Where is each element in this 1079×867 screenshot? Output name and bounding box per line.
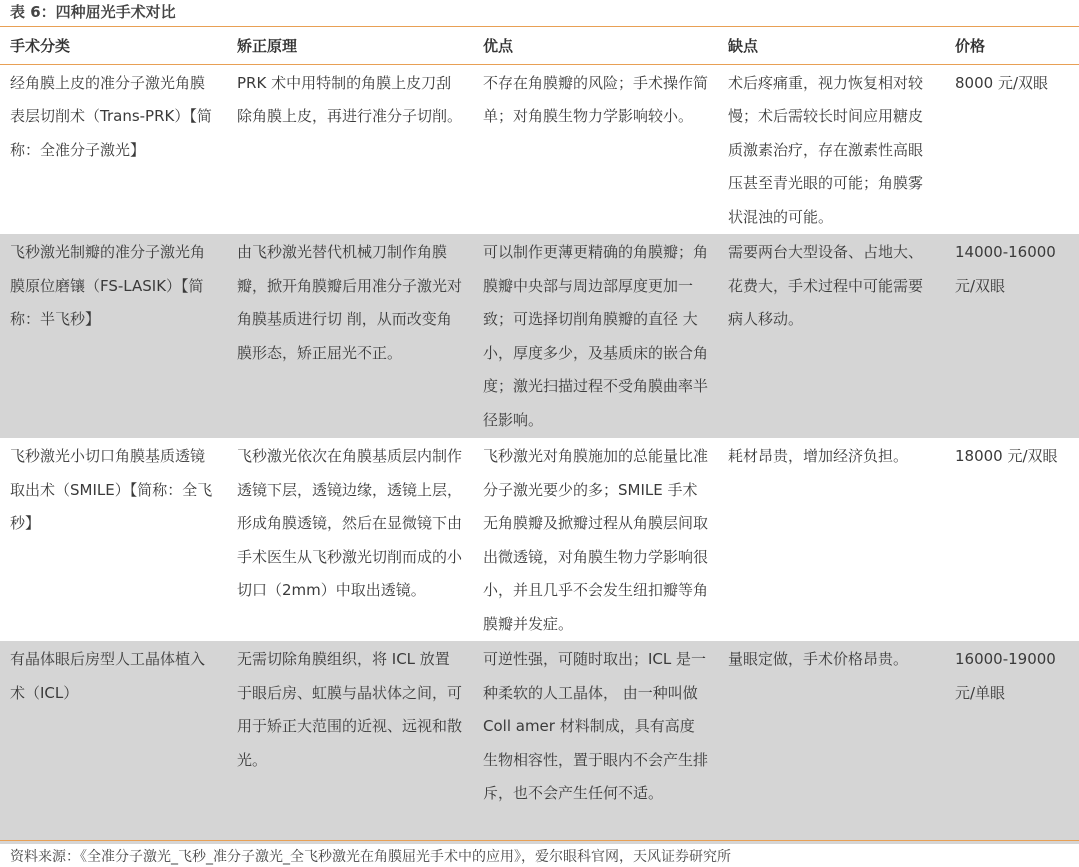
- cell-category: 经角膜上皮的准分子激光角膜表层切削术（Trans-PRK）【简称：全准分子激光】: [10, 73, 212, 159]
- cell-principle: PRK 术中用特制的角膜上皮刀刮除角膜上皮，再进行准分子切削。: [237, 73, 463, 125]
- cell-price: 14000-16000 元/双眼: [945, 234, 1079, 438]
- table-row: [0, 64, 1079, 234]
- cell-disadvantages: 术后疼痛重，视力恢复相对较慢；术后需较长时间应用糖皮质激素治疗，存在激素性高眼压甚至青光眼的可能；角膜雾状混浊的可能。: [728, 73, 924, 226]
- source-note: 资料来源：《全准分子激光_飞秒_准分子激光_全飞秒激光在角膜屈光手术中的应用》，爱尔眼科官网，天风证券研究所: [10, 849, 731, 865]
- header-advantages: 优点: [473, 28, 718, 64]
- comparison-table: [0, 28, 1079, 844]
- cell-advantages: 可以制作更薄更精确的角膜瓣；角膜瓣中央部与周边部厚度更加一致；可选择切削角膜瓣的直径 大小，厚度多少，及基质床的嵌合角度；激光扫描过程不受角膜曲率半径影响。: [473, 234, 718, 438]
- table-row: [0, 438, 1079, 641]
- cell-category: 飞秒激光小切口角膜基质透镜取出术（SMILE）【简称：全飞秒】: [10, 447, 213, 532]
- table-title: 表 6：四种屈光手术对比: [0, 0, 1079, 27]
- cell-principle: 由飞秒激光替代机械刀制作角膜瓣，掀开角膜瓣后用准分子激光对角膜基质进行切 削，从而改变角膜形态，矫正屈光不正。: [227, 234, 473, 438]
- table-row: [0, 234, 1079, 438]
- cell-category: 有晶体眼后房型人工晶体植入术（ICL）: [0, 641, 227, 844]
- cell-advantages: 飞秒激光对角膜施加的总能量比准分子激光要少的多；SMILE 手术无角膜瓣及掀瓣过程从角膜层间取出微透镜，对角膜生物力学影响很小，并且几乎不会发生纽扣瓣等角膜瓣并发症。: [483, 447, 709, 633]
- cell-price: 16000-19000 元/单眼: [945, 641, 1079, 844]
- table-row: [0, 641, 1079, 844]
- cell-price: 8000 元/双眼: [955, 73, 1048, 92]
- cell-advantages: 不存在角膜瓣的风险；手术操作简单；对角膜生物力学影响较小。: [483, 73, 709, 125]
- table-bottom-rule: [0, 840, 1079, 841]
- cell-disadvantages: 需要两台大型设备、占地大、花费大，手术过程中可能需要病人移动。: [718, 234, 945, 438]
- header-category: 手术分类: [0, 28, 227, 64]
- cell-disadvantages: 量眼定做，手术价格昂贵。: [718, 641, 945, 844]
- header-principle: 矫正原理: [227, 28, 473, 64]
- header-disadvantages: 缺点: [718, 28, 945, 64]
- cell-disadvantages: 耗材昂贵，增加经济负担。: [728, 447, 909, 465]
- cell-price: 18000 元/双眼: [955, 447, 1058, 465]
- table-header-row: [0, 28, 1079, 64]
- cell-category: 飞秒激光制瓣的准分子激光角膜原位磨镶（FS-LASIK）【简称：半飞秒】: [0, 234, 227, 438]
- cell-principle: 无需切除角膜组织，将 ICL 放置于眼后房、虹膜与晶状体之间，可用于矫正大范围的近视、远视和散光。: [227, 641, 473, 844]
- cell-advantages: 可逆性强，可随时取出；ICL 是一种柔软的人工晶体， 由一种叫做 Coll amer 材料制成，具有高度生物相容性，置于眼内不会产生排斥，也不会产生任何不适。: [473, 641, 718, 844]
- header-price: 价格: [945, 28, 1079, 64]
- cell-principle: 飞秒激光依次在角膜基质层内制作透镜下层，透镜边缘，透镜上层，形成角膜透镜，然后在显微镜下由手术医生从飞秒激光切削而成的小切口（2mm）中取出透镜。: [237, 447, 463, 599]
